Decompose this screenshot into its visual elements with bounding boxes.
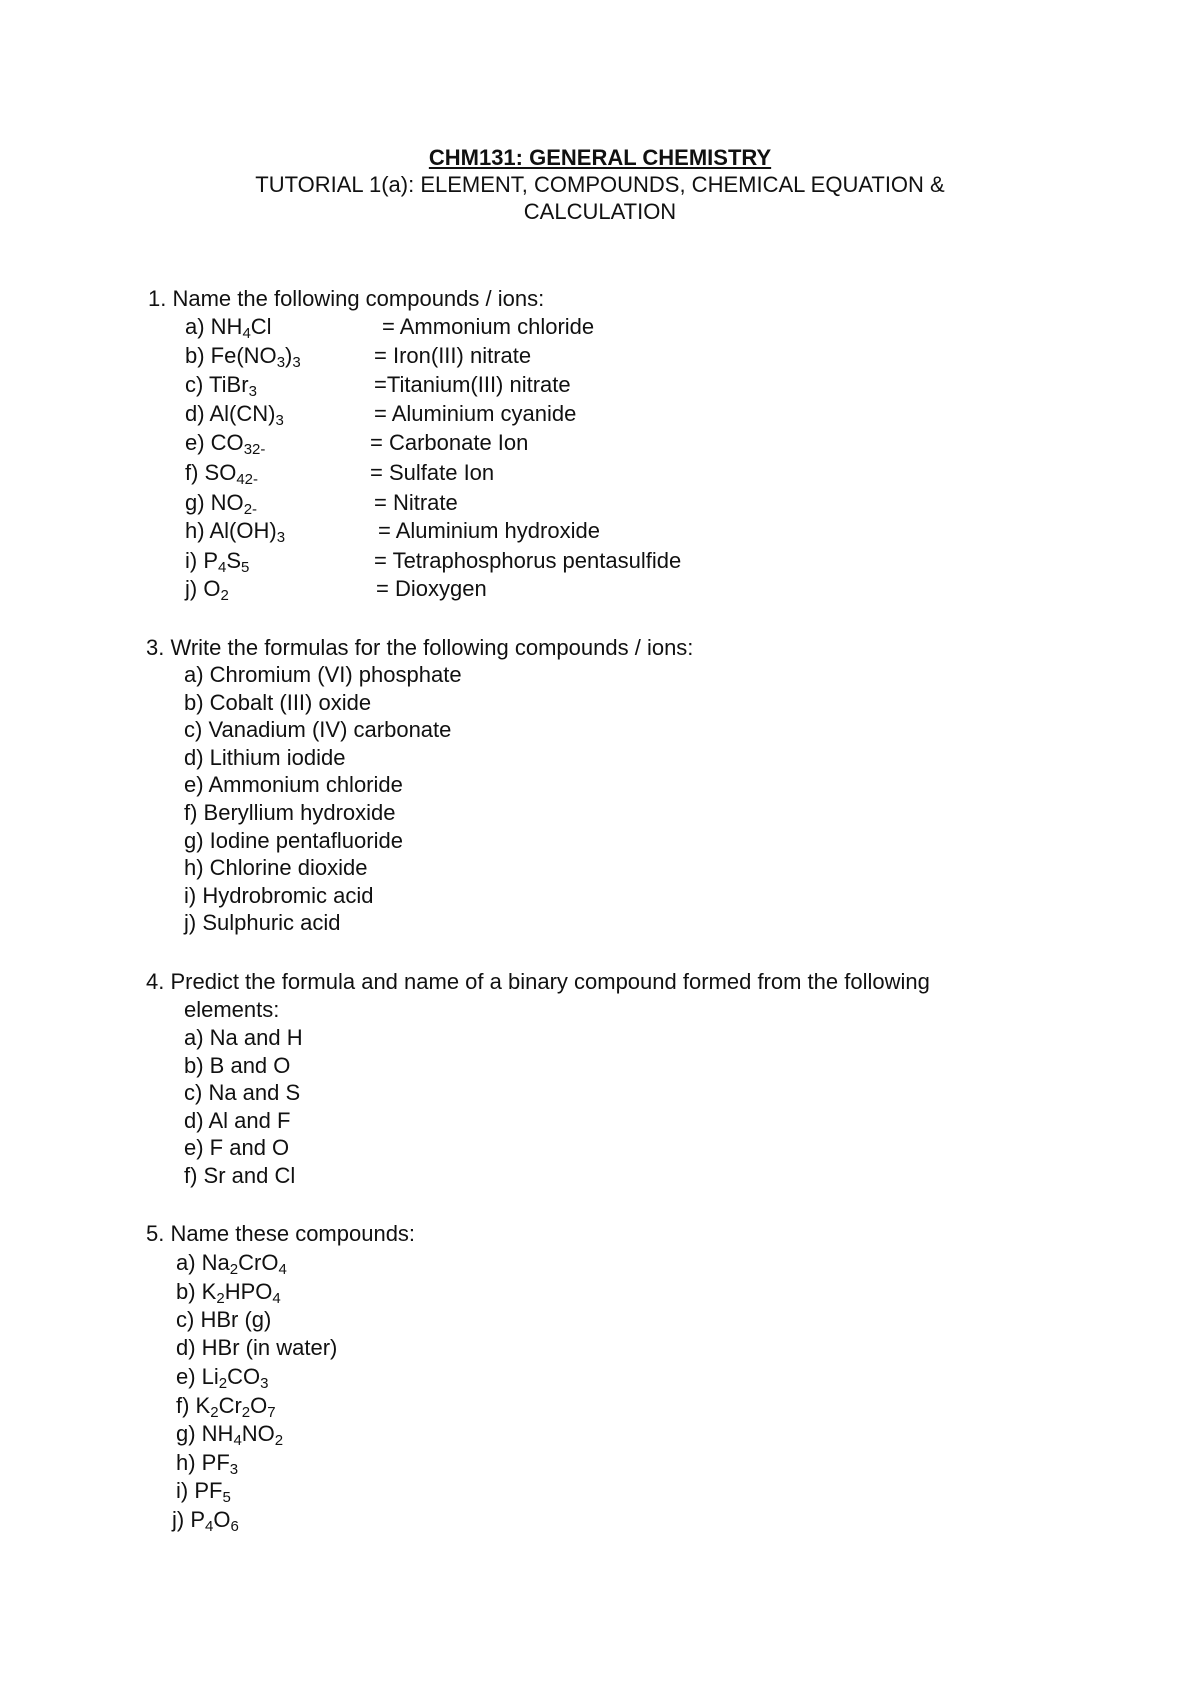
formula-text: Cr xyxy=(218,1393,242,1418)
formula-text: i) PF xyxy=(176,1478,223,1503)
question-3-prompt: 3. Write the formulas for the following compounds / ions: xyxy=(146,635,694,660)
formula-subscript: 4 xyxy=(218,559,227,576)
formula-text: h) Al(OH) xyxy=(185,518,277,543)
formula-text: f) K xyxy=(176,1393,211,1418)
question-3-item: i) Hydrobromic acid xyxy=(184,882,374,908)
formula-subscript: 2 xyxy=(229,1261,239,1278)
question-5-item xyxy=(176,1279,281,1305)
formula-text: c) HBr (g) xyxy=(176,1307,272,1332)
question-4-item: b) B and O xyxy=(184,1052,291,1078)
question-4-item: e) F and O xyxy=(184,1135,290,1161)
question-3-item: d) Lithium iodide xyxy=(184,744,346,770)
formula-text: e) Li xyxy=(176,1364,219,1389)
question-4-item: a) Na and H xyxy=(184,1025,303,1050)
question-5-item xyxy=(176,1450,238,1476)
answer-text: = Ammonium chloride xyxy=(382,314,595,339)
tutorial-subtitle-line-2: CALCULATION xyxy=(523,199,677,224)
question-3-item: h) Chlorine dioxide xyxy=(184,855,368,881)
formula-text: S xyxy=(226,548,242,573)
question-1-item xyxy=(185,401,577,429)
formula-subscript: 3 xyxy=(276,354,286,371)
question-3-item: f) Beryllium hydroxide xyxy=(184,800,396,825)
question-1-item xyxy=(185,314,595,342)
question-1-item xyxy=(185,518,600,546)
question-4-item: f) Sr and Cl xyxy=(184,1163,296,1188)
question-1-item xyxy=(185,430,529,458)
question-1-item xyxy=(185,460,495,488)
answer-text: = Dioxygen xyxy=(376,576,487,601)
formula-text: g) NO xyxy=(185,490,244,515)
answer-text: = Aluminium hydroxide xyxy=(378,518,600,543)
formula-subscript: 3 xyxy=(275,412,284,429)
question-3-item: j) Sulphuric acid xyxy=(184,910,341,936)
formula-text: d) Al(CN) xyxy=(185,401,276,426)
formula-text: j) O xyxy=(185,576,221,601)
formula-subscript: 3 xyxy=(260,1375,269,1392)
formula-text: b) K xyxy=(176,1279,217,1304)
formula-text: h) PF xyxy=(176,1450,230,1475)
answer-text: =Titanium(III) nitrate xyxy=(374,372,571,397)
formula-text: a) NH xyxy=(185,314,243,339)
question-5-item xyxy=(176,1250,287,1276)
formula-subscript: 32- xyxy=(243,441,266,458)
question-4-item: d) Al and F xyxy=(184,1107,291,1133)
formula-text: g) NH xyxy=(176,1421,234,1446)
formula-text: b) Fe(NO xyxy=(185,343,277,368)
question-1-item xyxy=(185,343,532,371)
question-1-item xyxy=(185,576,487,604)
formula-text: ) xyxy=(285,343,293,368)
question-5-prompt: 5. Name these compounds: xyxy=(146,1221,416,1246)
formula-subscript: 5 xyxy=(222,1489,231,1506)
question-5-item xyxy=(176,1421,283,1447)
formula-subscript: 6 xyxy=(230,1518,239,1535)
formula-subscript: 2 xyxy=(210,1404,219,1421)
course-title: CHM131: GENERAL CHEMISTRY xyxy=(428,145,772,170)
question-5-item xyxy=(176,1307,271,1333)
formula-text: d) HBr (in water) xyxy=(176,1335,338,1360)
question-3-item: g) Iodine pentafluoride xyxy=(184,827,403,853)
question-3-item: e) Ammonium chloride xyxy=(184,772,403,798)
question-3-item: c) Vanadium (IV) carbonate xyxy=(184,717,452,743)
question-3-item: b) Cobalt (III) oxide xyxy=(184,689,372,715)
formula-subscript: 3 xyxy=(248,383,257,400)
formula-subscript: 4 xyxy=(272,1290,281,1307)
tutorial-subtitle-line-1: TUTORIAL 1(a): ELEMENT, COMPOUNDS, CHEMICAL EQUATION & xyxy=(255,172,945,197)
formula-text: CrO xyxy=(238,1250,279,1275)
formula-subscript: 2- xyxy=(243,501,258,518)
formula-subscript: 3 xyxy=(229,1461,239,1478)
answer-text: = Aluminium cyanide xyxy=(374,401,577,426)
answer-text: = Nitrate xyxy=(374,490,458,515)
question-5-item xyxy=(172,1507,239,1533)
formula-subscript: 5 xyxy=(241,559,250,576)
question-4-prompt: 4. Predict the formula and name of a binary compound formed from the following xyxy=(146,969,930,994)
formula-text: NO xyxy=(241,1421,275,1446)
formula-subscript: 2 xyxy=(241,1404,251,1421)
formula-subscript: 4 xyxy=(242,325,251,342)
answer-text: = Sulfate Ion xyxy=(370,460,495,485)
formula-text: O xyxy=(250,1393,268,1418)
formula-text: f) SO xyxy=(185,460,237,485)
formula-subscript: 7 xyxy=(267,1404,276,1421)
formula-text: CO xyxy=(227,1364,261,1389)
formula-subscript: 2 xyxy=(216,1290,225,1307)
question-5-item xyxy=(176,1364,268,1390)
formula-text: c) TiBr xyxy=(185,372,249,397)
question-4-item: c) Na and S xyxy=(184,1080,301,1106)
formula-text: O xyxy=(213,1507,231,1532)
formula-subscript: 3 xyxy=(292,354,301,371)
answer-text: = Tetraphosphorus pentasulfide xyxy=(374,548,682,573)
formula-subscript: 2 xyxy=(274,1432,284,1449)
formula-text: HPO xyxy=(224,1279,273,1304)
question-1-prompt: 1. Name the following compounds / ions: xyxy=(148,286,545,311)
formula-text: Cl xyxy=(250,314,272,339)
formula-subscript: 4 xyxy=(205,1518,214,1535)
question-5-item xyxy=(176,1393,276,1419)
formula-text: i) P xyxy=(185,548,218,573)
question-4-prompt-continued: elements: xyxy=(184,997,280,1022)
formula-subscript: 4 xyxy=(233,1432,242,1449)
question-5-item xyxy=(176,1335,337,1361)
question-1-item xyxy=(185,548,682,576)
question-3-item: a) Chromium (VI) phosphate xyxy=(184,662,462,687)
formula-subscript: 2 xyxy=(218,1375,228,1392)
question-5-item xyxy=(176,1478,231,1504)
formula-text: j) P xyxy=(172,1507,205,1532)
formula-subscript: 3 xyxy=(276,529,286,546)
question-1-item xyxy=(185,372,571,400)
formula-text: e) CO xyxy=(185,430,244,455)
answer-text: = Carbonate Ion xyxy=(370,430,529,455)
document-header xyxy=(0,144,1200,225)
formula-text: a) Na xyxy=(176,1250,230,1275)
formula-subscript: 42- xyxy=(236,471,259,488)
formula-subscript: 4 xyxy=(278,1261,287,1278)
answer-text: = Iron(III) nitrate xyxy=(374,343,532,368)
formula-subscript: 2 xyxy=(220,587,229,604)
question-1-item xyxy=(185,490,458,518)
